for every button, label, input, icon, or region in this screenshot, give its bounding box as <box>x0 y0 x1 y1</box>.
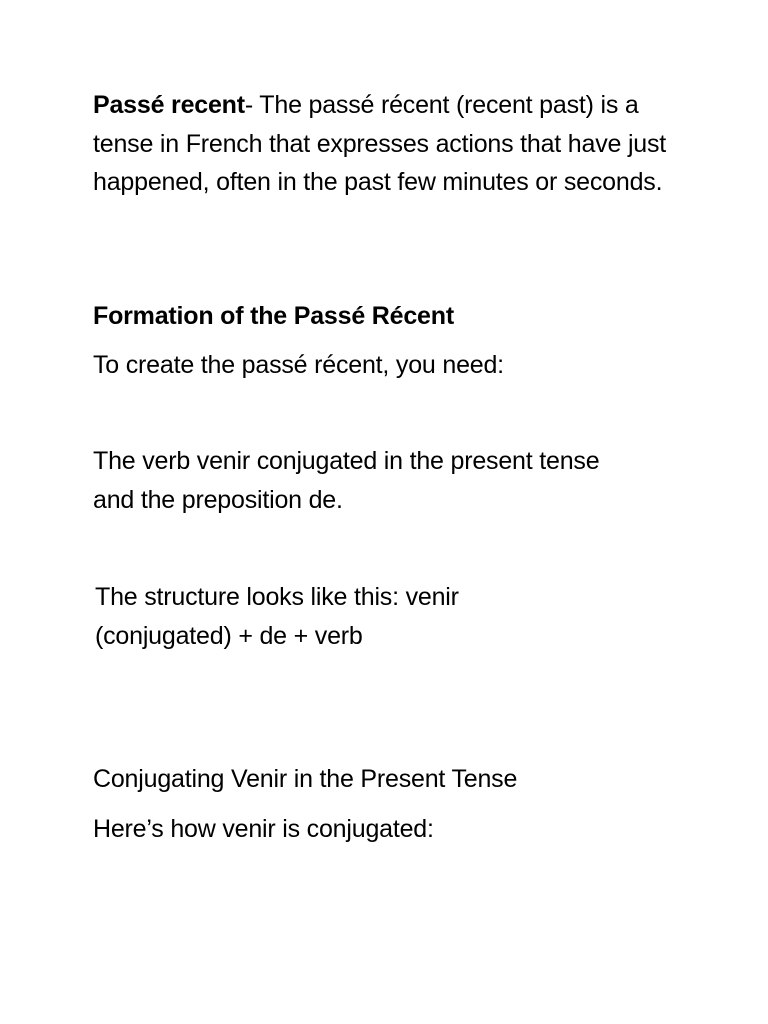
intro-paragraph <box>93 86 693 202</box>
formation-heading: Formation of the Passé Récent <box>93 302 454 330</box>
conjugation-heading: Conjugating Venir in the Present Tense <box>93 765 518 793</box>
intro-term: Passé recent <box>93 91 245 119</box>
verb-venir-paragraph: The verb venir conjugated in the present tense and the preposition de. <box>93 447 600 514</box>
formation-lead: To create the passé récent, you need: <box>93 351 504 379</box>
structure-paragraph: The structure looks like this: venir (conjugated) + de + verb <box>95 583 459 650</box>
intro-definition: - The passé récent (recent past) is a tense in French that expresses actions that have just happened, often in the past few minutes or seconds. <box>93 91 667 196</box>
conjugation-lead: Here’s how venir is conjugated: <box>93 815 434 843</box>
